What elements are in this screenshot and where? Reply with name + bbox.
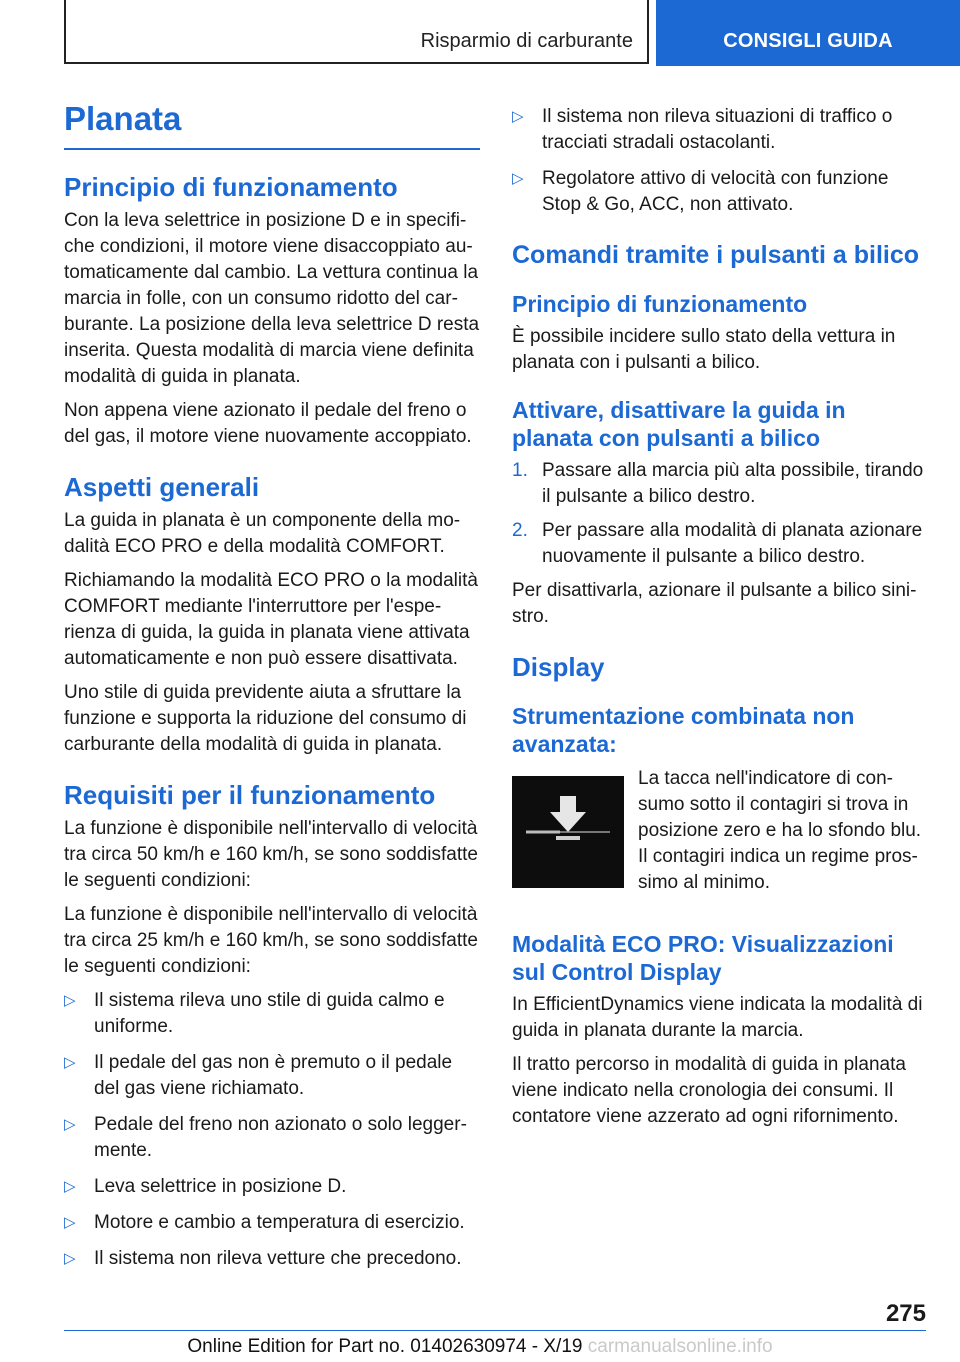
header-section-title: Risparmio di carburante — [420, 30, 633, 52]
footer-divider — [64, 1330, 926, 1331]
list-item: ▷ Il sistema rileva uno stile di guida calmo e uniforme. — [64, 990, 445, 1037]
step-item: 1. Passare alla marcia più alta possibile, tirando il pulsante a bilico destro. — [512, 460, 924, 507]
paragraph: Il tratto percorso in modalità di guida in planata viene indicato nella cronologia dei consumi. Il contatore viene azzerato ad ogni rifornimento. — [512, 1054, 906, 1127]
figure-caption: La tacca nell'indicatore di consumo sotto il contagiri si trova in posizione zero e ha lo sfondo blu. Il contagiri indica un regime prossimo al minimo. — [638, 768, 922, 893]
footer-edition: Online Edition for Part no. 01402630974 - X/19 — [187, 1336, 583, 1357]
paragraph: Uno stile di guida previdente aiuta a sfruttare la funzione e supporta la riduzione del consumo di carburante della modalità di guida in planata. — [64, 682, 467, 755]
step-item: 2. Per passare alla modalità di planata azionare nuovamente il pulsante a bilico destro. — [512, 520, 923, 567]
running-header — [64, 0, 649, 64]
list-item: ▷ Il sistema non rileva situazioni di traffico o tracciati stradali ostacolanti. — [512, 106, 893, 153]
subheading-instrument-cluster: Strumentazione combinata non avanzata: — [512, 703, 855, 757]
step-number: 2. — [512, 520, 528, 541]
list-item: ▷ Pedale del freno non azionato o solo leggermente. — [64, 1114, 467, 1161]
right-column — [512, 100, 932, 1138]
subheading-eco-pro: Modalità ECO PRO: Visualizzazioni sul Control Display — [512, 931, 894, 985]
left-column — [64, 100, 480, 1282]
paragraph: Per disattivarla, azionare il pulsante a bilico sinistro. — [512, 580, 917, 627]
list-item: ▷ Il pedale del gas non è premuto o il pedale del gas viene richiamato. — [64, 1052, 453, 1099]
requirements-list — [64, 988, 480, 1272]
triangle-bullet-icon: ▷ — [64, 1054, 76, 1071]
page-number: 275 — [885, 1300, 926, 1327]
triangle-bullet-icon: ▷ — [64, 1250, 76, 1267]
paragraph: La funzione è disponibile nell'intervallo di velocità tra circa 25 km/h e 160 km/h, se sono soddisfatte le seguenti condizioni: — [64, 904, 478, 977]
triangle-bullet-icon: ▷ — [512, 170, 524, 187]
section-heading-principle: Principio di funzionamento — [64, 172, 398, 202]
triangle-bullet-icon: ▷ — [512, 108, 524, 125]
section-heading-rocker-buttons: Comandi tramite i pulsanti a bilico — [512, 241, 920, 269]
paragraph: La guida in planata è un componente della modalità ECO PRO e della modalità COMFORT. — [64, 510, 461, 557]
header-chapter-tab — [656, 0, 960, 66]
subheading-principle: Principio di funzionamento — [512, 291, 808, 317]
paragraph: È possibile incidere sullo stato della vettura in planata con i pulsanti a bilico. — [512, 326, 896, 373]
triangle-bullet-icon: ▷ — [64, 1214, 76, 1231]
down-arrow-indicator-icon — [512, 776, 624, 888]
header-chapter-label: CONSIGLI GUIDA — [723, 30, 893, 52]
section-heading-general: Aspetti generali — [64, 472, 260, 502]
step-number: 1. — [512, 460, 528, 481]
section-heading-display: Display — [512, 652, 605, 682]
page-title: Planata — [64, 100, 480, 150]
list-item: ▷ Regolatore attivo di velocità con funzione Stop & Go, ACC, non attivato. — [512, 168, 889, 215]
paragraph: La funzione è disponibile nell'intervallo di velocità tra circa 50 km/h e 160 km/h, se sono soddisfatte le seguenti condizioni: — [64, 818, 478, 891]
paragraph: Richiamando la modalità ECO PRO o la modalità COMFORT mediante l'interruttore per l'esperienza di guida, la guida in planata viene attivata automaticamente e non può essere disattivata. — [64, 570, 478, 669]
paragraph: In EfficientDynamics viene indicata la modalità di guida in planata durante la marcia. — [512, 994, 923, 1041]
watermark: carmanualsonline.info — [587, 1336, 773, 1357]
footer — [0, 1336, 960, 1358]
triangle-bullet-icon: ▷ — [64, 1116, 76, 1133]
requirements-list-continued — [512, 104, 932, 218]
triangle-bullet-icon: ▷ — [64, 992, 76, 1009]
list-item: ▷ Il sistema non rileva vetture che precedono. — [64, 1246, 480, 1272]
section-heading-requirements: Requisiti per il funzionamento — [64, 780, 436, 810]
list-item: ▷ Motore e cambio a temperatura di esercizio. — [64, 1210, 480, 1236]
triangle-bullet-icon: ▷ — [64, 1178, 76, 1195]
subheading-activate: Attivare, disattivare la guida in planata con pulsanti a bilico — [512, 397, 846, 451]
paragraph: Non appena viene azionato il pedale del freno o del gas, il motore viene nuovamente accoppiato. — [64, 400, 472, 447]
figure-row — [512, 766, 932, 904]
steps-list — [512, 458, 932, 570]
paragraph: Con la leva selettrice in posizione D e in specifiche condizioni, il motore viene disaccoppiato automaticamente dal cambio. La vettura continua la marcia in folle, con un consumo ridotto del carburante. La posizione della leva selettrice D resta inserita. Questa modalità di marcia viene definita modalità di guida in planata. — [64, 210, 480, 387]
list-item: ▷ Leva selettrice in posizione D. — [64, 1174, 480, 1200]
